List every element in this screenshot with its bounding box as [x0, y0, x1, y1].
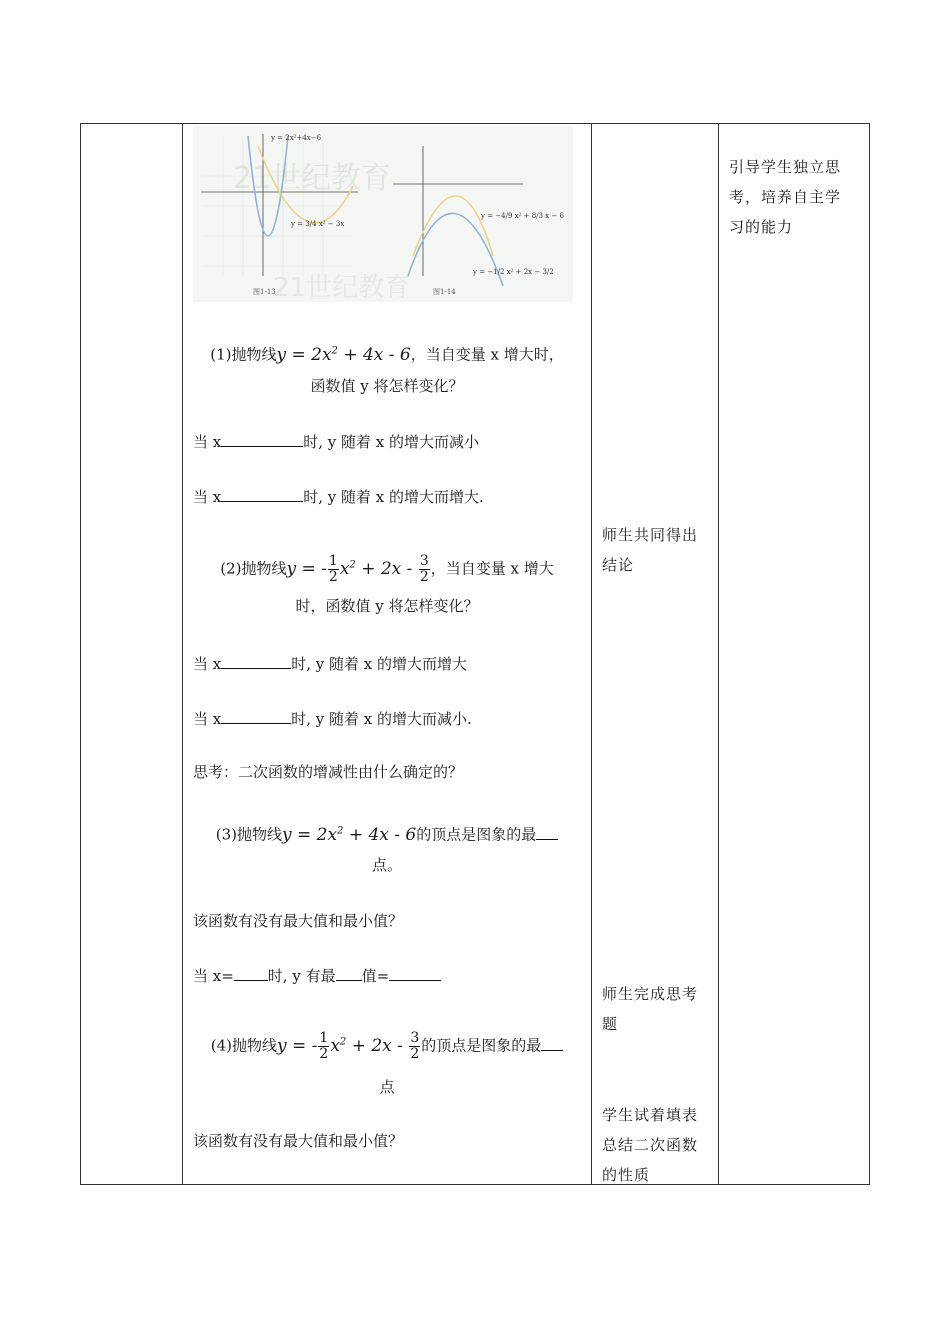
activity-note-3: 学生试着填表 总结二次函数 的性质	[602, 1106, 699, 1184]
q4-equation: y = - $\frac{1}{2}$ $x^2 + 2x$ - $\frac{3}{2}$	[277, 1029, 420, 1062]
content-column	[183, 124, 591, 1184]
answer-blank[interactable]	[221, 708, 291, 724]
q2-line1: (2)抛物线y = - $\frac{1}{2}$ $x^2 + 2x$ - $\frac{3}{2}$ ，当自变量 x 增大	[220, 552, 554, 585]
activity-note-1: 师生共同得出 结论	[602, 526, 699, 574]
activity-note-2: 师生完成思考 题	[602, 985, 699, 1033]
figure-caption: 图1-14	[433, 288, 456, 296]
q3-line2: 点。	[371, 856, 402, 874]
q4-question: 该函数有没有最大值和最小值？	[193, 1132, 404, 1150]
q3-answer: 当 x= 时, y 有最 值=	[193, 965, 441, 986]
answer-blank[interactable]	[389, 965, 441, 981]
figure-caption: 图1-13	[253, 288, 276, 296]
q4-line1: (4)抛物线y = - $\frac{1}{2}$ $x^2 + 2x$ - $\frac{3}{2}$ 的顶点是图象的最	[183, 1027, 591, 1062]
answer-blank[interactable]	[234, 965, 268, 981]
q1-line1: (1)抛物线$y = 2x^2 + 4x - 6$，当自变量 x 增大时，	[210, 344, 564, 365]
answer-blank[interactable]	[541, 1035, 563, 1051]
q2-answer-a: 当 x 时, y 随着 x 的增大而增大	[193, 655, 468, 673]
answer-blank[interactable]	[336, 965, 362, 981]
think-prompt: 思考：二次函数的增减性由什么确定的？	[193, 763, 464, 781]
answer-blank[interactable]	[536, 824, 558, 840]
q1-answer-b: 当 x 时, y 随着 x 的增大而增大.	[193, 488, 484, 506]
curve-equation: y = 2x²+4x−6	[271, 134, 322, 142]
curve-equation: y = −4/9 x² + 8/3 x − 6	[481, 212, 564, 220]
intent-note: 引导学生独立思 考，培养自主学 习的能力	[729, 158, 842, 236]
parabola-figures	[193, 126, 573, 302]
q2-equation: y = - $\frac{1}{2}$ $x^2 + 2x$ - $\frac{3}{2}$	[286, 552, 429, 585]
curve-equation: y = 3/4 x² − 3x	[291, 220, 345, 228]
curve-equation: y = −1/2 x² + 2x − 3/2	[473, 268, 554, 276]
lesson-table	[80, 123, 870, 1185]
answer-blank[interactable]	[221, 431, 303, 447]
watermark-text: 21世纪教育	[273, 273, 411, 302]
activity-column	[592, 124, 718, 1184]
q2-answer-b: 当 x 时, y 随着 x 的增大而减小.	[193, 710, 472, 728]
q3-line1: (3)抛物线$y = 2x^2 + 4x - 6$的顶点是图象的最	[183, 821, 591, 845]
q3-equation: $y = 2x^2 + 4x - 6$	[281, 824, 417, 845]
q1-line2: 函数值 y 将怎样变化？	[310, 377, 464, 395]
q2-line2: 时，函数值 y 将怎样变化？	[295, 597, 479, 615]
q4-line2: 点	[379, 1078, 395, 1096]
q1-answer-a: 当 x 时, y 随着 x 的增大而减小	[193, 433, 480, 451]
answer-blank[interactable]	[221, 653, 291, 669]
watermark-text: 21世纪教育	[233, 161, 392, 196]
intent-column	[719, 124, 871, 1184]
q3-question: 该函数有没有最大值和最小值？	[193, 912, 404, 930]
answer-blank[interactable]	[221, 486, 303, 502]
q1-equation: $y = 2x^2 + 4x - 6$	[276, 344, 411, 365]
